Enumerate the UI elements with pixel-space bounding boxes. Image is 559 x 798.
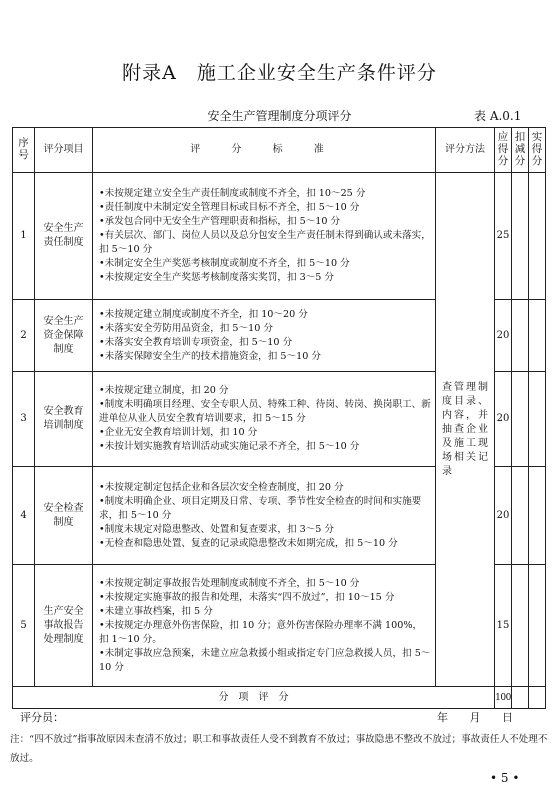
standard-line: •制度未明确企业、项目定期及日常、专项、季节性安全检查的时间和实施要求，扣 5～10 分 [99,495,422,521]
header-method: 评分方法 [436,128,495,173]
row-actual [529,372,546,467]
total-actual [529,687,546,709]
table-subtitle: 安全生产管理制度分项评分 [207,109,352,123]
row-score: 20 [495,467,512,565]
total-label: 分 项 评 分 [13,687,495,709]
standard-line: •未按规定实施事故的报告和处理，未落实“四不放过”，扣 10～15 分 [99,591,395,603]
total-deduct [512,687,529,709]
row-standards [93,565,436,687]
header-actual: 实得分 [529,128,546,173]
standard-line: •未按计划实施教育培训活动或实施记录不齐全，扣 5～10 分 [99,441,360,452]
row-number: 4 [13,467,35,565]
standard-line: •未按规定办理意外伤害保险，扣 10 分；意外伤害保险办理率不满 100%，扣 1～10 分。 [99,619,423,645]
page-title: 附录A 施工企业安全生产条件评分 [122,62,437,84]
total-row [13,687,546,709]
row-item: 安全检查制度 [35,467,93,565]
header-no: 序号 [13,128,35,173]
row-number: 2 [13,300,35,372]
total-score: 100 [495,687,512,709]
table-number: 表 A.0.1 [474,109,522,123]
row-deduct [512,467,529,565]
standard-line: •企业无安全教育培训计划，扣 10 分 [99,427,258,438]
row-item: 生产安全事故报告处理制度 [35,565,93,687]
table-header-row [13,128,546,173]
standard-line: •未制定安全生产奖惩考核制度或制度不齐全，扣 5～10 分 [99,258,350,269]
row-deduct [512,173,529,300]
standard-line: •未按规定建立制度或制度不齐全，扣 10～20 分 [99,308,308,320]
standard-line: •未按规定建立制度，扣 20 分 [99,385,229,396]
standard-line: •承发包合同中无安全生产管理职责和指标，扣 5～10 分 [99,216,341,227]
scoring-method: 查管理制度目录、内容，并抽查企业及施工现场相关记录 [436,173,495,687]
row-number: 1 [13,173,35,300]
page-number: • 5 • [490,771,520,785]
standard-line: •有关层次、部门、岗位人员以及总分包安全生产责任制未得到确认或未落实，扣 5～10 分 [99,230,431,255]
scoring-table [12,127,546,709]
standard-line: •责任制度中未制定安全管理目标或目标不齐全，扣 5～10 分 [99,202,360,213]
standard-line: •未按规定建立安全生产责任制度或制度不齐全，扣 10～25 分 [99,188,366,199]
row-standards [93,372,436,467]
header-standard: 评 分 标 准 [93,128,436,173]
row-item: 安全生产责任制度 [35,173,93,300]
standard-line: •未落实保障安全生产的技术措施资金，扣 5～10 分 [99,350,321,362]
row-actual [529,300,546,372]
row-score: 15 [495,565,512,687]
row-item: 安全教育培训制度 [35,372,93,467]
header-item: 评分项目 [35,128,93,173]
date-label: 年 月 日 [437,711,513,724]
standard-line: •未按规定制定包括企业和各层次安全检查制度，扣 20 分 [99,481,344,493]
row-actual [529,467,546,565]
standard-line: •未落实安全教育培训专项资金，扣 5～10 分 [99,336,293,348]
row-score: 20 [495,372,512,467]
standard-line: •未制定事故应急预案，未建立应急救援小组或指定专门应急救援人员，扣 5～10 分 [99,647,431,673]
footnote: 注：“四不放过”指事故原因未查清不放过；职工和事故责任人受不到教育不放过；事故隐患不整改不放过；事故责任人不处理不放过。 [10,734,548,764]
row-deduct [512,300,529,372]
standard-line: •无检查和隐患处置、复查的记录或隐患整改未如期完成，扣 5～10 分 [99,537,398,549]
evaluator-label: 评分员： [20,711,64,724]
header-score: 应得分 [495,128,512,173]
standard-line: •制度未规定对隐患整改、处置和复查要求，扣 3～5 分 [99,523,335,535]
standard-line: •未落实安全劳防用品资金，扣 5～10 分 [99,322,273,334]
row-score: 20 [495,300,512,372]
standard-line: •未建立事故档案，扣 5 分 [99,605,213,617]
row-standards [93,173,436,300]
row-actual [529,565,546,687]
standard-line: •未按规定安全生产奖惩考核制度落实奖罚，扣 3～5 分 [99,272,335,283]
row-actual [529,173,546,300]
row-standards [93,467,436,565]
row-deduct [512,565,529,687]
standard-line: •未按规定制定事故报告处理制度或制度不齐全，扣 5～10 分 [99,577,360,589]
standard-line: •制度未明确项目经理、安全专职人员、特殊工种、待岗、转岗、换岗职工、新进单位从业人员安全教育培训要求，扣 5～15 分 [99,399,431,424]
table-row [13,173,546,300]
row-standards [93,300,436,372]
row-number: 3 [13,372,35,467]
row-deduct [512,372,529,467]
row-item: 安全生产资金保障制度 [35,300,93,372]
header-deduct: 扣减分 [512,128,529,173]
row-number: 5 [13,565,35,687]
row-score: 25 [495,173,512,300]
